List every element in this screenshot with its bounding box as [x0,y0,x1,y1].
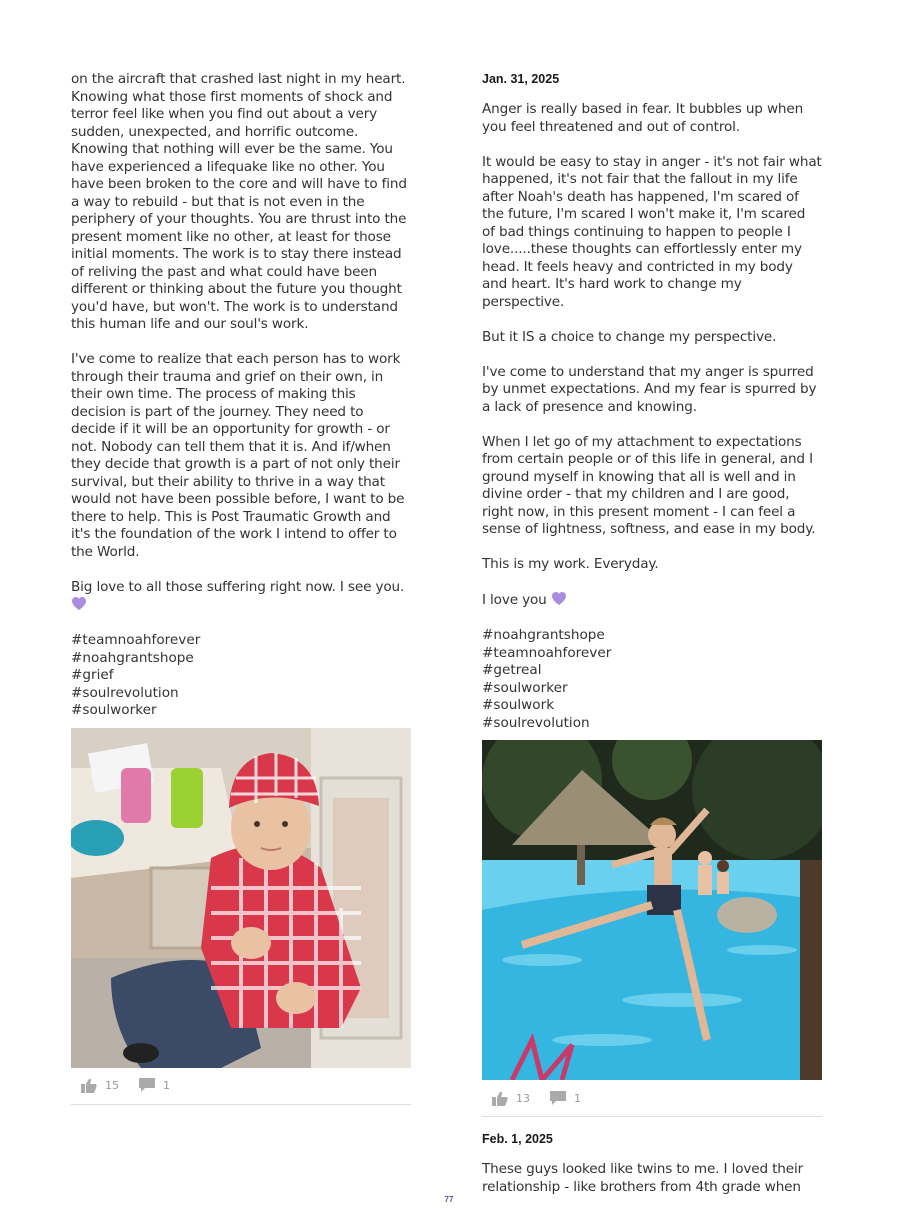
post-text: Big love to all those suffering right now. I see you. [71,578,405,595]
post-paragraph: These guys looked like twins to me. I loved their relationship - like brothers from 4th grade when [482,1161,804,1195]
post-paragraph: on the aircraft that crashed last night in my heart. Knowing what those first moments of shock and terror feel like when you find out about a very sudden, unexpected, and horrific outcome. Knowing that nothing will ever be the same. You have experienced a lifequake like no other. You have been broken to the core and will have to find a way to rebuild - but that is not even in the periphery of your thoughts. You are thrust into the present moment like no other, at least for those initial moments. The work is to stay there instead of reliving the past and what could have been different or thinking about the future you thought you'd have, but won't. The work is to understand this human life and our soul's work. [71,71,407,332]
purple-heart-icon [551,591,567,606]
hashtag[interactable]: #noahgrantshope [71,649,194,666]
post-date: Feb. 1, 2025 [482,1132,553,1146]
thumbs-up-icon [81,1078,97,1093]
left-column [71,71,411,1105]
post-paragraph [71,579,411,615]
like-count[interactable] [492,1091,530,1106]
hashtag[interactable]: #soulrevolution [482,714,590,731]
post-date: Jan. 31, 2025 [482,72,560,86]
hashtag[interactable]: #grief [71,667,114,683]
post-paragraph: When I let go of my attachment to expectations from certain people or of this life in general, and I ground myself in knowing that all is well and in divine order - that my children and I are good, right now, in this present moment - I can feel a sense of lightness, softness, and ease in my body. [482,433,816,537]
hashtag[interactable]: #teamnoahforever [482,644,612,661]
hashtag[interactable]: #teamnoahforever [71,632,201,648]
comment-count-value: 1 [163,1079,170,1092]
thumbs-up-icon [492,1091,508,1106]
post-paragraph [482,591,822,610]
hashtag[interactable]: #soulworker [482,679,568,696]
page-number: 77 [444,1195,454,1204]
post-paragraph: It would be easy to stay in anger - it's not fair what happened, it's not fair that the fallout in my life after Noah's death has happened, I'm scared of the future, I'm scared I won't make it, I'm scared of bad things continuing to happen to people I love.....these thoughts can effortlessly enter my head. It feels heavy and contricted in my body and heart. It's hard work to change my perspective. [482,153,822,310]
post-paragraph: I've come to understand that my anger is spurred by unmet expectations. And my fear is spurred by a lack of presence and knowing. [482,363,817,415]
post-text: I love you [482,592,547,608]
post-photo-pool-jump [482,740,822,1080]
post-stats-bar [482,1080,822,1117]
hashtag[interactable]: #getreal [482,662,542,678]
hashtag[interactable]: #noahgrantshope [482,627,605,643]
hashtag[interactable]: #soulwork [482,697,555,713]
hashtag[interactable]: #soulrevolution [71,684,179,701]
post-paragraph: But it IS a choice to change my perspective. [482,328,777,345]
hashtag[interactable]: #soulworker [71,702,157,718]
purple-heart-icon [71,596,87,611]
comment-count[interactable] [139,1078,170,1093]
like-count[interactable] [81,1078,119,1093]
comment-icon [139,1078,155,1093]
comment-count-value: 1 [574,1091,581,1105]
post-photo-boy-checkered-bandana [71,728,411,1068]
post-paragraph: This is my work. Everyday. [482,556,659,572]
comment-icon [550,1091,566,1106]
right-column [482,71,822,1196]
post-paragraph: Anger is really based in fear. It bubbles up when you feel threatened and out of control. [482,101,804,135]
hashtag-list [482,627,822,732]
post-paragraph: I've come to realize that each person has to work through their trauma and grief on their own, in their own time. The process of making this decision is part of the journey. They need to decide if it will be an opportunity for growth - or not. Nobody can tell them that it is. And if/when they decide that growth is a part of not only their survival, but their ability to thrive in a way that would not have been possible before, I want to be there to help. This is Post Traumatic Growth and it's the foundation of the work I intend to offer to the World. [71,351,405,560]
post-stats-bar [71,1068,411,1105]
like-count-value: 15 [105,1079,119,1092]
comment-count[interactable] [550,1091,581,1106]
like-count-value: 13 [516,1091,530,1105]
hashtag-list [71,632,411,720]
